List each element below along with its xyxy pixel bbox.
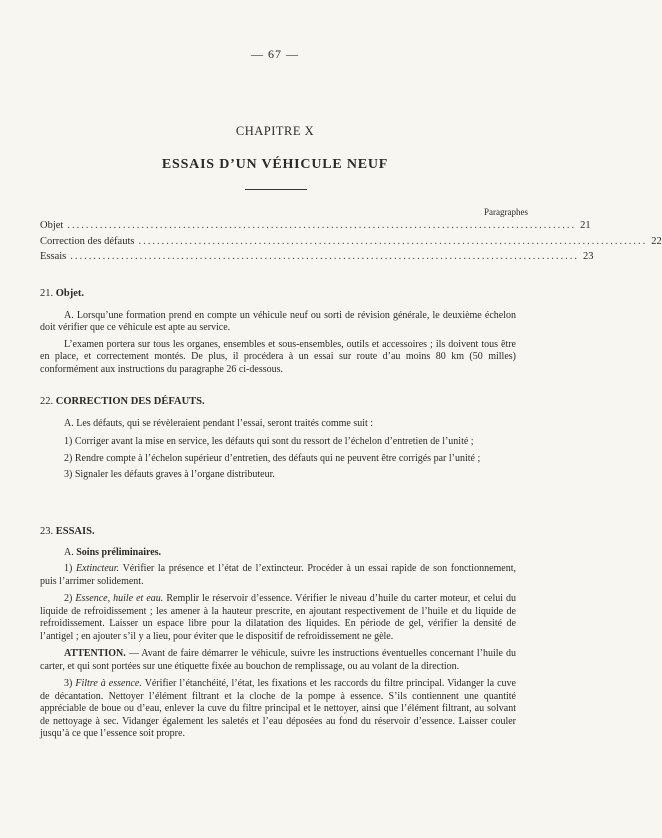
toc-number: 21 xyxy=(580,220,591,231)
paragraph: 1) Corriger avant la mise en service, les défauts qui sont du ressort de l’échelon d’entretien de l’unité ; xyxy=(64,436,474,447)
section-heading xyxy=(40,526,516,539)
toc-header: Paragraphes xyxy=(484,207,528,217)
toc-entry xyxy=(40,251,594,262)
section-21 xyxy=(40,288,516,376)
toc-leader: .............................................................................................................. xyxy=(70,251,579,262)
section-23 xyxy=(40,526,516,741)
paragraph: 3) Filtre à essence. Vérifier l’étanchéité, l’état, les fixations et les raccords du filtre principal. Vidanger la cuve de décantation. Nettoyer l’élément filtrant et la cloche de la pompe à essence. S’ils contiennent une quantité appréciable de boue ou d’eau, enlever la cuve du filtre principal et le nettoyer, ainsi que l’élément filtrant, au solvant de nettoyage à sec. Vidanger également les saletés et l’eau déposées au fond du réservoir d’essence. Laisser couler jusqu’à ce que l’essence soit propre. xyxy=(40,678,516,739)
toc-leader: .............................................................................................................. xyxy=(138,236,648,247)
paragraph: A. Lorsqu’une formation prend en compte un véhicule neuf ou sorti de révision générale, le deuxième échelon doit vérifier que ce véhicule est apte au service. xyxy=(40,309,516,333)
section-number: 23. xyxy=(40,526,54,537)
paragraph: 1) Extincteur. Vérifier la présence et l’état de l’extincteur. Procéder à un essai rapide de son fonctionnement, puis l’arrimer solidement. xyxy=(40,563,517,587)
section-22 xyxy=(40,396,516,482)
toc-entry xyxy=(40,220,591,231)
page-number: — 67 — xyxy=(251,47,299,61)
toc-label: Essais xyxy=(40,251,67,262)
attention-note: ATTENTION. — Avant de faire démarrer le véhicule, suivre les instructions éventuelles concernant l’huile du carter, et qui sont portées sur une étiquette fixée au bouchon de remplissage, ou au volant de la direction. xyxy=(40,648,517,672)
paragraph: 2) Essence, huile et eau. Remplir le réservoir d’essence. Vérifier le niveau d’huile du carter moteur, et celui du liquide de refroidissement ; les amener à la hauteur prescrite, en ajoutant respectivement de l’huile et du liquide de refroidissement. Laisser un espace libre pour la dilatation des liquides. En période de gel, vérifier la densité de l’antigel ; en ajouter s’il y a lieu, pour éviter que le dispositif de refroidissement ne gèle. xyxy=(40,593,517,642)
toc-label: Objet xyxy=(40,220,64,231)
paragraph: A. Les défauts, qui se révèleraient pendant l’essai, seront traités comme suit : xyxy=(64,417,374,429)
subsection-heading: A. Soins préliminaires. xyxy=(64,546,162,558)
section-heading xyxy=(40,288,516,301)
title-divider xyxy=(245,189,307,190)
toc-number: 23 xyxy=(583,251,594,262)
section-heading xyxy=(40,396,516,409)
toc-entry xyxy=(40,236,662,247)
section-title: Objet. xyxy=(55,288,85,299)
toc-label: Correction des défauts xyxy=(40,236,135,247)
section-title: ESSAIS. xyxy=(55,526,95,537)
chapter-title: ESSAIS D’UN VÉHICULE NEUF xyxy=(161,157,389,172)
paragraph: 3) Signaler les défauts graves à l’organe distributeur. xyxy=(64,469,275,480)
section-number: 22. xyxy=(40,396,54,407)
chapter-heading: CHAPITRE X xyxy=(235,124,315,138)
paragraph: L’examen portera sur tous les organes, ensembles et sous-ensembles, outils et accessoires ; ils doivent tous être en place, et correctement montés. De plus, il procédera à un essai sur route d’au moins 80 km (50 milles) conformément aux instructions du paragraphe 26 ci-dessous. xyxy=(40,338,516,375)
section-title: CORRECTION DES DÉFAUTS. xyxy=(55,396,205,407)
paragraph: 2) Rendre compte à l’échelon supérieur d’entretien, des défauts qui ne peuvent être corrigés par l’unité ; xyxy=(64,452,481,464)
toc-leader: .............................................................................................................. xyxy=(67,220,577,231)
section-number: 21. xyxy=(40,288,54,299)
toc-number: 22 xyxy=(651,236,662,247)
